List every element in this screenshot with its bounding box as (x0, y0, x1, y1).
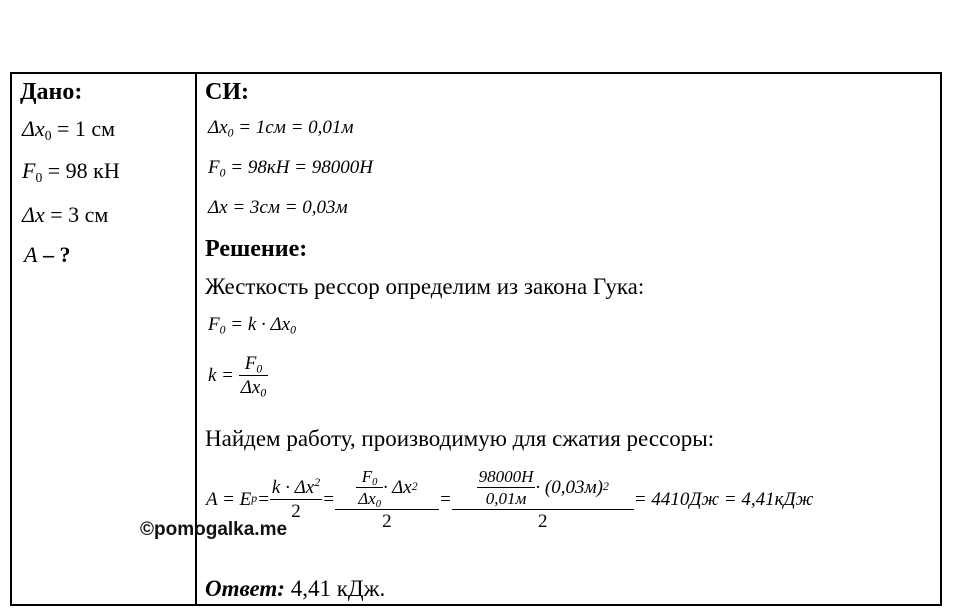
fraction (239, 353, 268, 400)
frac-mult: · Δx (383, 476, 412, 498)
inner-fraction (477, 468, 536, 507)
frac-sub: 0 (372, 476, 378, 488)
eq-work-lhs: A = E (206, 488, 252, 510)
equation-work: A = E p = $\frac{k \cdot \Delta x^2}{2}$ = $\frac{F_0}{\Delta x_0}$ · Δx 2 2 = $\frac{98000Н}{0,01м}$ · (0,03м) 2 2 = 4410Дж = 4,41кДж (206, 466, 814, 532)
given-line-dx0 (22, 116, 116, 144)
inner-fraction (356, 466, 383, 510)
si-line-dx (208, 198, 348, 217)
frac-num: F (244, 353, 257, 374)
given-subscript: 0 (35, 170, 43, 186)
eq-subscript: 0 (219, 323, 226, 337)
si-value: = 3см = 0,03м (227, 197, 348, 218)
eq-lhs: k = (208, 365, 239, 386)
frac-den: 2 (452, 509, 634, 531)
eq-lhs: F (208, 314, 220, 335)
equation-stiffness (208, 353, 268, 400)
given-symbol: Δx (22, 202, 45, 227)
eq-result: = 4410Дж = 4,41кДж (633, 488, 814, 510)
eq-sign: = (438, 488, 452, 510)
answer (205, 577, 385, 600)
given-value: = 98 кН (42, 158, 120, 183)
si-symbol: Δx (208, 197, 228, 218)
eq-sign: = (257, 488, 270, 510)
solution-text-hooke: Жесткость рессор определим из закона Гука: (205, 274, 645, 299)
eq-rhs: = k · Δx (225, 314, 291, 335)
si-value: = 98кН = 98000Н (225, 157, 373, 178)
frac-den: 0,01м (477, 487, 536, 507)
si-symbol: Δx (208, 117, 228, 138)
fraction-3: $\frac{98000Н}{0,01м}$ · (0,03м) 2 2 (452, 468, 634, 531)
watermark: ©pomogalka.me (140, 519, 288, 540)
frac-sup: 2 (314, 475, 321, 489)
si-symbol: F (208, 157, 220, 178)
solution-text-work: Найдем работу, производимую для сжатия рессоры: (205, 426, 715, 451)
equation-hooke (208, 314, 296, 337)
si-title: СИ: (205, 79, 249, 105)
solution-title: Решение: (205, 236, 308, 262)
answer-label: Ответ: (205, 576, 285, 601)
frac-sub: 0 (260, 386, 267, 400)
fraction-1 (270, 475, 322, 522)
given-symbol: A (24, 242, 38, 267)
given-value: – ? (37, 242, 71, 267)
answer-value: 4,41 кДж. (284, 576, 386, 601)
si-line-f0 (208, 157, 373, 180)
fraction-2: $\frac{F_0}{\Delta x_0}$ · Δx 2 2 (335, 468, 439, 531)
frac-den: Δx (240, 377, 261, 398)
given-symbol: Δx (22, 116, 45, 141)
eq-subscript: 0 (290, 323, 296, 337)
given-title: Дано: (20, 79, 83, 105)
given-line-f0 (22, 158, 120, 186)
si-subscript: 0 (227, 126, 234, 140)
given-value: = 3 см (44, 202, 109, 227)
given-symbol: F (22, 158, 36, 183)
eq-sign: = (322, 488, 335, 510)
si-value: = 1см = 0,01м (233, 117, 354, 138)
given-line-dx (22, 204, 108, 226)
frac-den: 2 (270, 499, 322, 521)
frac-num: 98000Н (478, 466, 534, 486)
si-line-dx0 (208, 117, 354, 140)
frac-sub: 0 (256, 362, 263, 376)
given-line-a (24, 244, 70, 266)
frac-sub: 0 (375, 498, 381, 510)
frac-den: 2 (335, 509, 439, 531)
si-subscript: 0 (219, 166, 226, 180)
given-value: = 1 см (51, 116, 116, 141)
given-subscript: 0 (44, 128, 52, 144)
frac-mult: · (0,03м) (535, 476, 603, 498)
frac-den: Δx (358, 488, 376, 508)
frac-num: k · Δx (271, 476, 315, 498)
frac-num: F (361, 466, 373, 486)
